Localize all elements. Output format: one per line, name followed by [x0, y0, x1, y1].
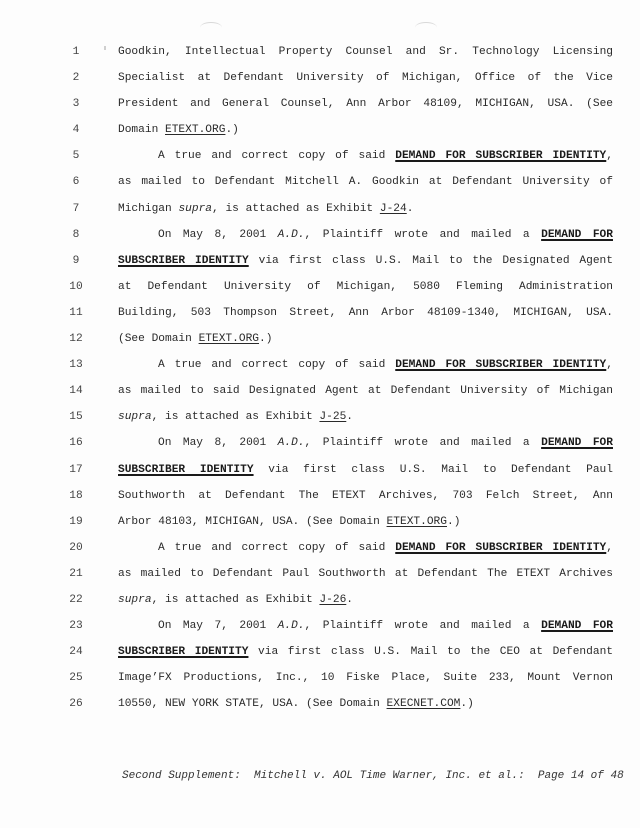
domain-reference: ETEXT.ORG [165, 124, 226, 137]
text-run: as mailed to Defendant Paul Southworth at Defendant The ETEXT Archives [118, 567, 613, 580]
document-line [0, 617, 640, 643]
text-run: On May 8, 2001 [158, 437, 278, 450]
line-number: 13 [69, 359, 83, 372]
document-line [0, 226, 640, 252]
text-run: Image’FX Productions, Inc., 10 Fiske Place, Suite 233, Mount Vernon [118, 672, 613, 685]
italic-term: A.D. [277, 620, 305, 633]
line-number: 17 [69, 463, 83, 476]
line-text [158, 356, 613, 374]
text-run: Specialist at Defendant University of Michigan, Office of the Vice [118, 72, 613, 85]
line-number: 7 [72, 202, 80, 215]
line-number: 14 [69, 385, 83, 398]
italic-term: supra [178, 202, 213, 215]
italic-term: A.D. [277, 228, 305, 241]
line-text [118, 69, 613, 87]
line-text [118, 408, 613, 426]
italic-term: supra [118, 411, 152, 424]
document-line [0, 382, 640, 408]
document-line [0, 565, 640, 591]
document-line [0, 173, 640, 199]
line-text [118, 643, 613, 661]
text-run: 10550, NEW YORK STATE, USA. (See Domain [118, 698, 387, 711]
emphasized-title: DEMAND FOR [541, 620, 613, 633]
text-run: , Plaintiff wrote and mailed a [304, 228, 542, 241]
line-number: 18 [69, 489, 83, 502]
text-run: (See Domain [118, 333, 199, 346]
exhibit-reference: J-26 [319, 593, 347, 606]
line-text [158, 617, 613, 635]
document-line [0, 434, 640, 460]
text-run: , is attached as Exhibit [212, 202, 380, 215]
emphasized-title: DEMAND FOR SUBSCRIBER IDENTITY [395, 150, 607, 163]
text-run: .) [225, 124, 239, 137]
line-number: 4 [72, 124, 80, 137]
line-text [158, 539, 613, 557]
line-text [158, 434, 613, 452]
document-line [0, 252, 640, 278]
text-run: Building, 503 Thompson Street, Ann Arbor 48109-1340, MICHIGAN, USA. [118, 306, 613, 319]
document-line [0, 304, 640, 330]
line-number: 15 [69, 411, 83, 424]
text-run: , Plaintiff wrote and mailed a [304, 437, 542, 450]
document-line [0, 200, 640, 226]
document-line [0, 69, 640, 95]
domain-reference: ETEXT.ORG [198, 333, 260, 346]
line-text [118, 278, 613, 296]
line-number: 3 [72, 98, 80, 111]
document-line [0, 121, 640, 147]
text-run: , [606, 359, 613, 372]
line-text [118, 461, 613, 479]
line-number: 10 [69, 280, 83, 293]
line-number: 25 [69, 672, 83, 685]
line-number: 26 [69, 698, 83, 711]
text-run: A true and correct copy of said [158, 359, 396, 372]
document-line [0, 356, 640, 382]
text-run: Arbor 48103, MICHIGAN, USA. (See Domain [118, 515, 387, 528]
document-line [0, 43, 640, 69]
line-text [118, 304, 613, 322]
line-number: 6 [72, 176, 80, 189]
text-run: . [406, 202, 414, 215]
exhibit-reference: J-24 [379, 202, 407, 215]
text-run: as mailed to said Designated Agent at Defendant University of Michigan [118, 385, 613, 398]
emphasized-title: DEMAND FOR SUBSCRIBER IDENTITY [395, 541, 607, 554]
text-run: via first class U.S. Mail to the CEO at Defendant [248, 646, 613, 659]
emphasized-title: DEMAND FOR [541, 228, 613, 241]
line-text [118, 121, 613, 139]
text-run: , [606, 150, 613, 163]
line-number: 2 [72, 72, 80, 85]
line-text [118, 513, 613, 531]
document-line [0, 643, 640, 669]
text-run: A true and correct copy of said [158, 541, 396, 554]
document-line [0, 669, 640, 695]
text-run: Goodkin, Intellectual Property Counsel and Sr. Technology Licensing [118, 46, 613, 58]
line-text [118, 487, 613, 505]
numbered-lines [0, 43, 640, 721]
emphasized-title: SUBSCRIBER IDENTITY [118, 646, 249, 659]
document-line [0, 461, 640, 487]
text-run: via first class U.S. Mail to the Designated Agent [248, 254, 613, 267]
line-number: 1 [72, 46, 80, 58]
line-number: 24 [69, 646, 83, 659]
line-number: 20 [69, 541, 83, 554]
line-text [118, 173, 613, 191]
line-text [118, 95, 613, 113]
text-run: Southworth at Defendant The ETEXT Archives, 703 Felch Street, Ann [118, 489, 613, 502]
document-line [0, 408, 640, 434]
document-line [0, 591, 640, 617]
italic-term: supra [118, 593, 152, 606]
line-number: 23 [69, 620, 83, 633]
document-line [0, 330, 640, 356]
line-number: 22 [69, 593, 83, 606]
text-run: Domain [118, 124, 165, 137]
line-number: 8 [72, 228, 80, 241]
document-line [0, 695, 640, 721]
text-run: as mailed to Defendant Mitchell A. Goodkin at Defendant University of [118, 176, 613, 189]
line-text [118, 330, 613, 348]
text-run: On May 8, 2001 [158, 228, 278, 241]
line-text [118, 695, 613, 713]
document-line [0, 278, 640, 304]
text-run: On May 7, 2001 [158, 620, 278, 633]
document-line [0, 513, 640, 539]
emphasized-title: SUBSCRIBER IDENTITY [118, 254, 249, 267]
line-text [118, 669, 613, 687]
domain-reference: ETEXT.ORG [386, 515, 447, 528]
line-number: 21 [69, 567, 83, 580]
domain-reference: EXECNET.COM [386, 698, 461, 711]
line-text [158, 226, 613, 244]
text-run: .) [460, 698, 474, 711]
line-number: 19 [69, 515, 83, 528]
document-line [0, 147, 640, 173]
document-line [0, 539, 640, 565]
text-run: . [346, 411, 353, 424]
document-line [0, 487, 640, 513]
text-run: Michigan [118, 202, 179, 215]
text-run: , [606, 541, 613, 554]
emphasized-title: DEMAND FOR SUBSCRIBER IDENTITY [395, 359, 607, 372]
hole-punch-mark [200, 22, 222, 33]
line-text [118, 382, 613, 400]
line-text [118, 252, 613, 270]
text-run: .) [446, 515, 461, 528]
text-run: A true and correct copy of said [158, 150, 396, 163]
emphasized-title: DEMAND FOR [541, 437, 613, 450]
page-footer: Second Supplement: Mitchell v. AOL Time Warner, Inc. et al.: Page 14 of 48 [122, 770, 624, 782]
italic-term: A.D. [277, 437, 305, 450]
line-number: 5 [72, 150, 80, 163]
text-run: President and General Counsel, Ann Arbor 48109, MICHIGAN, USA. (See [118, 98, 613, 111]
line-number: 16 [69, 437, 83, 450]
line-number: 12 [69, 333, 83, 346]
line-number: 11 [69, 306, 83, 319]
text-run: at Defendant University of Michigan, 5080 Fleming Administration [118, 280, 613, 293]
line-text [158, 147, 613, 165]
text-run: , is attached as Exhibit [151, 593, 320, 606]
text-run: , Plaintiff wrote and mailed a [304, 620, 542, 633]
line-number: 9 [72, 254, 80, 267]
line-text [118, 591, 613, 609]
document-line [0, 95, 640, 121]
exhibit-reference: J-25 [319, 411, 347, 424]
text-run: . [346, 593, 353, 606]
text-run: .) [259, 333, 273, 346]
line-text [118, 565, 613, 583]
text-run: , is attached as Exhibit [151, 411, 320, 424]
text-run: via first class U.S. Mail to Defendant Paul [253, 463, 613, 476]
emphasized-title: SUBSCRIBER IDENTITY [118, 463, 254, 476]
hole-punch-mark [415, 22, 437, 33]
line-text [118, 200, 613, 218]
line-text [118, 43, 613, 61]
